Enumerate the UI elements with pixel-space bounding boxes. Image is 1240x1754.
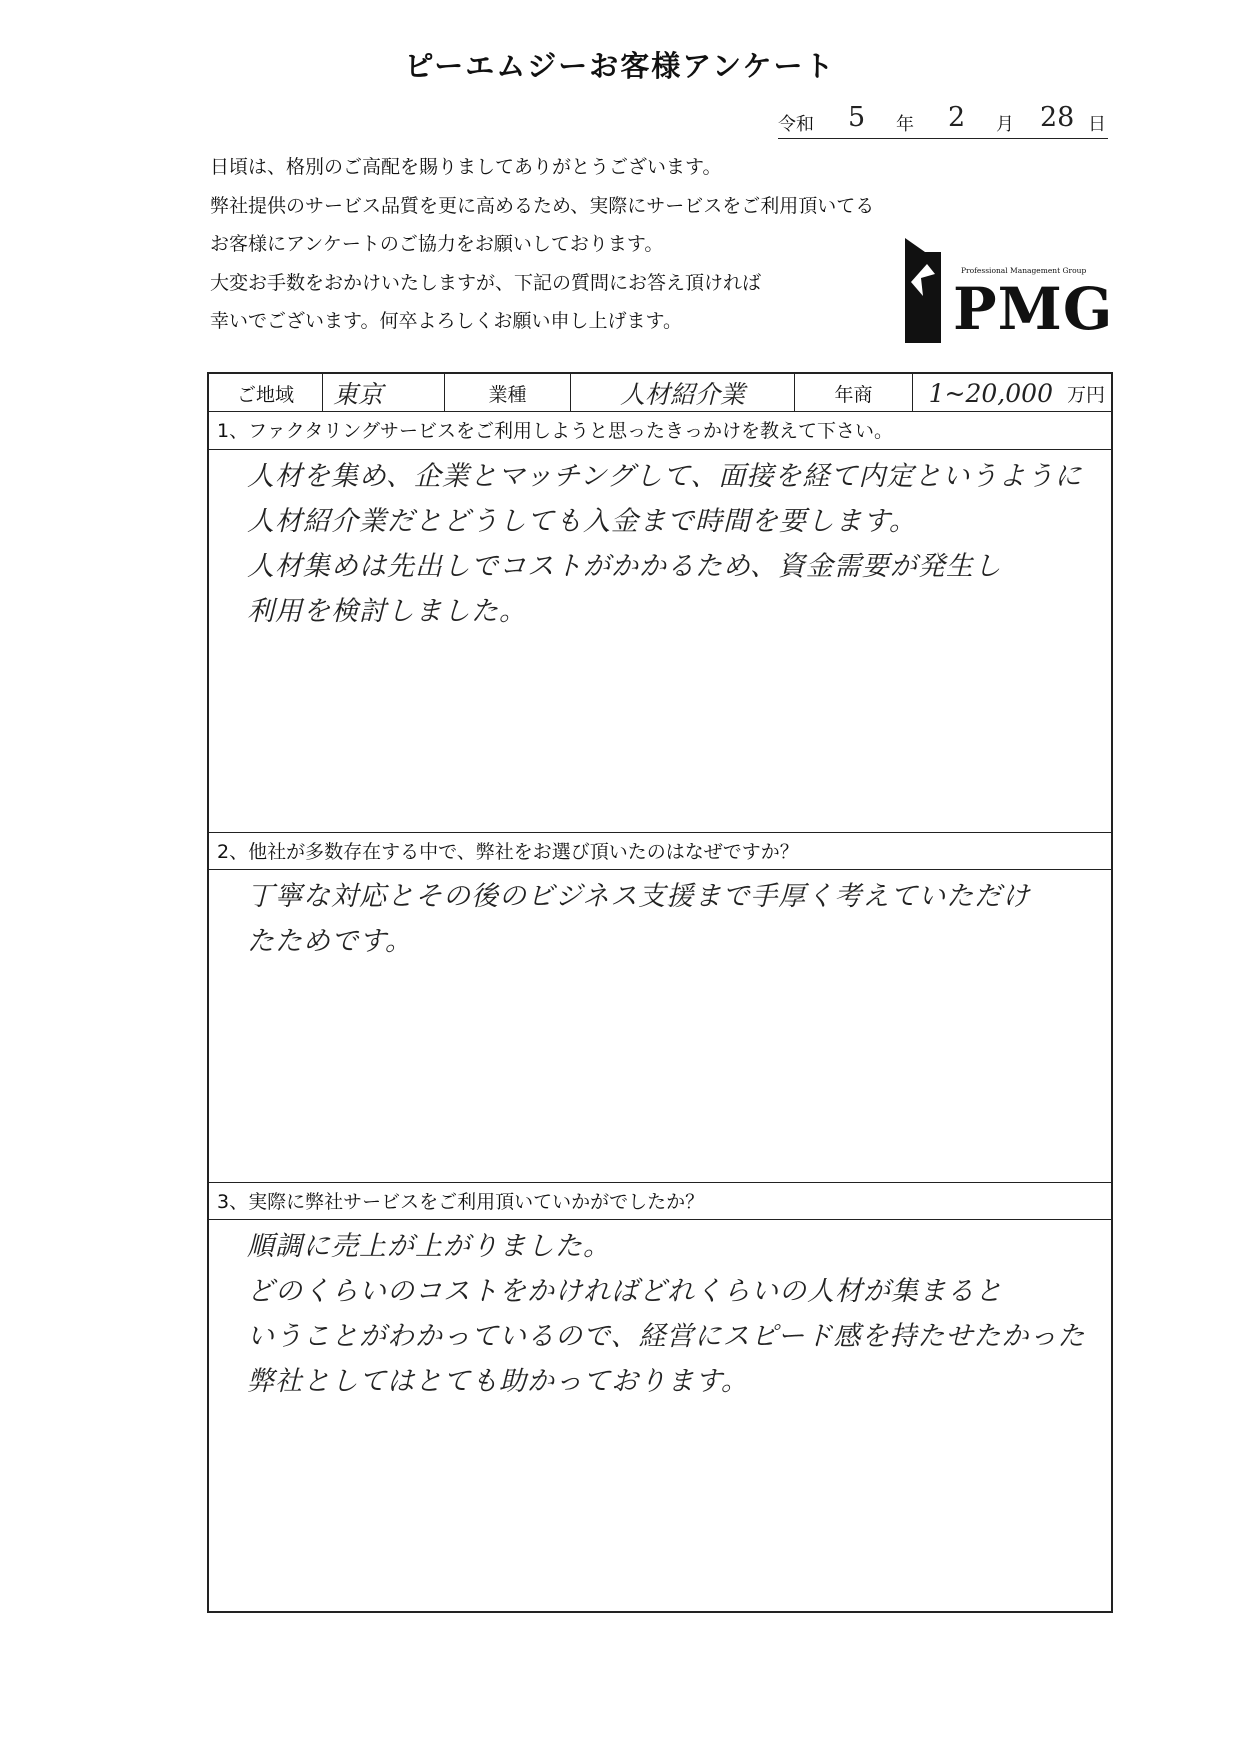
answer-line: 人材紹介業だとどうしても入金まで時間を要します。 <box>247 506 917 537</box>
revenue-unit: 万円 <box>1066 383 1105 406</box>
intro-line: 弊社提供のサービス品質を更に高めるため、実際にサービスをご利用頂いてる <box>210 194 875 217</box>
intro-line: 日頃は、格別のご高配を賜りましてありがとうございます。 <box>210 156 722 178</box>
industry-label: 業種 <box>445 374 571 412</box>
survey-form <box>207 372 1113 1613</box>
logo-tagline: Professional Management Group <box>961 266 1087 275</box>
answer-line: 人材集めは先出しでコストがかかるため、資金需要が発生し <box>247 551 1002 582</box>
answer-line: いうことがわかっているので、経営にスピード感を持たせたかった <box>247 1321 1086 1352</box>
answer-line: 利用を検討しました。 <box>247 596 527 627</box>
date-day: 28 <box>1040 102 1075 133</box>
industry-value: 人材紹介業 <box>571 374 795 412</box>
pmg-mark-icon <box>905 238 941 343</box>
answer-line: 弊社としてはとても助かっております。 <box>247 1366 749 1397</box>
answer-line: どのくらいのコストをかければどれくらいの人材が集まると <box>247 1276 1003 1307</box>
question-2-answer <box>247 874 1030 964</box>
date-year: 5 <box>848 102 866 133</box>
question-2-label: 2、他社が多数存在する中で、弊社をお選び頂いたのはなぜですか？ <box>209 832 1111 870</box>
revenue-label: 年商 <box>795 374 913 412</box>
page-title: ピーエムジーお客様アンケート <box>404 49 836 83</box>
intro-line: 幸いでございます。何卒よろしくお願い申し上げます。 <box>210 310 682 332</box>
question-3-label: 3、実際に弊社サービスをご利用頂いていかがでしたか？ <box>209 1182 1111 1220</box>
logo-name: PMG <box>953 275 1114 343</box>
answer-line: 人材を集め、企業とマッチングして、面接を経て内定というように <box>247 461 1083 492</box>
question-1-label: 1、ファクタリングサービスをご利用しようと思ったきっかけを教えて下さい。 <box>209 412 1111 450</box>
date-month: 2 <box>948 102 966 133</box>
intro-line: お客様にアンケートのご協力をお願いしております。 <box>210 233 664 255</box>
answer-line: 丁寧な対応とその後のビジネス支援まで手厚く考えていただけ <box>247 881 1031 912</box>
revenue-field <box>913 374 1111 412</box>
date-day-unit: 日 <box>1088 114 1106 135</box>
date-month-unit: 月 <box>996 114 1014 135</box>
question-3-answer <box>247 1224 1085 1404</box>
pmg-logo <box>905 238 1114 348</box>
intro-line: 大変お手数をおかけいたしますが、下記の質問にお答え頂ければ <box>210 271 762 294</box>
date-field <box>778 100 1108 139</box>
date-year-unit: 年 <box>896 114 914 135</box>
question-1-answer <box>247 454 1082 634</box>
region-value: 東京 <box>323 374 445 412</box>
revenue-value: 1~20,000 <box>928 378 1053 408</box>
region-label: ご地域 <box>209 374 323 412</box>
answer-line: たためです。 <box>247 926 413 957</box>
info-row <box>209 374 1111 412</box>
date-era: 令和 <box>778 114 814 135</box>
answer-line: 順調に売上が上がりました。 <box>247 1231 611 1262</box>
